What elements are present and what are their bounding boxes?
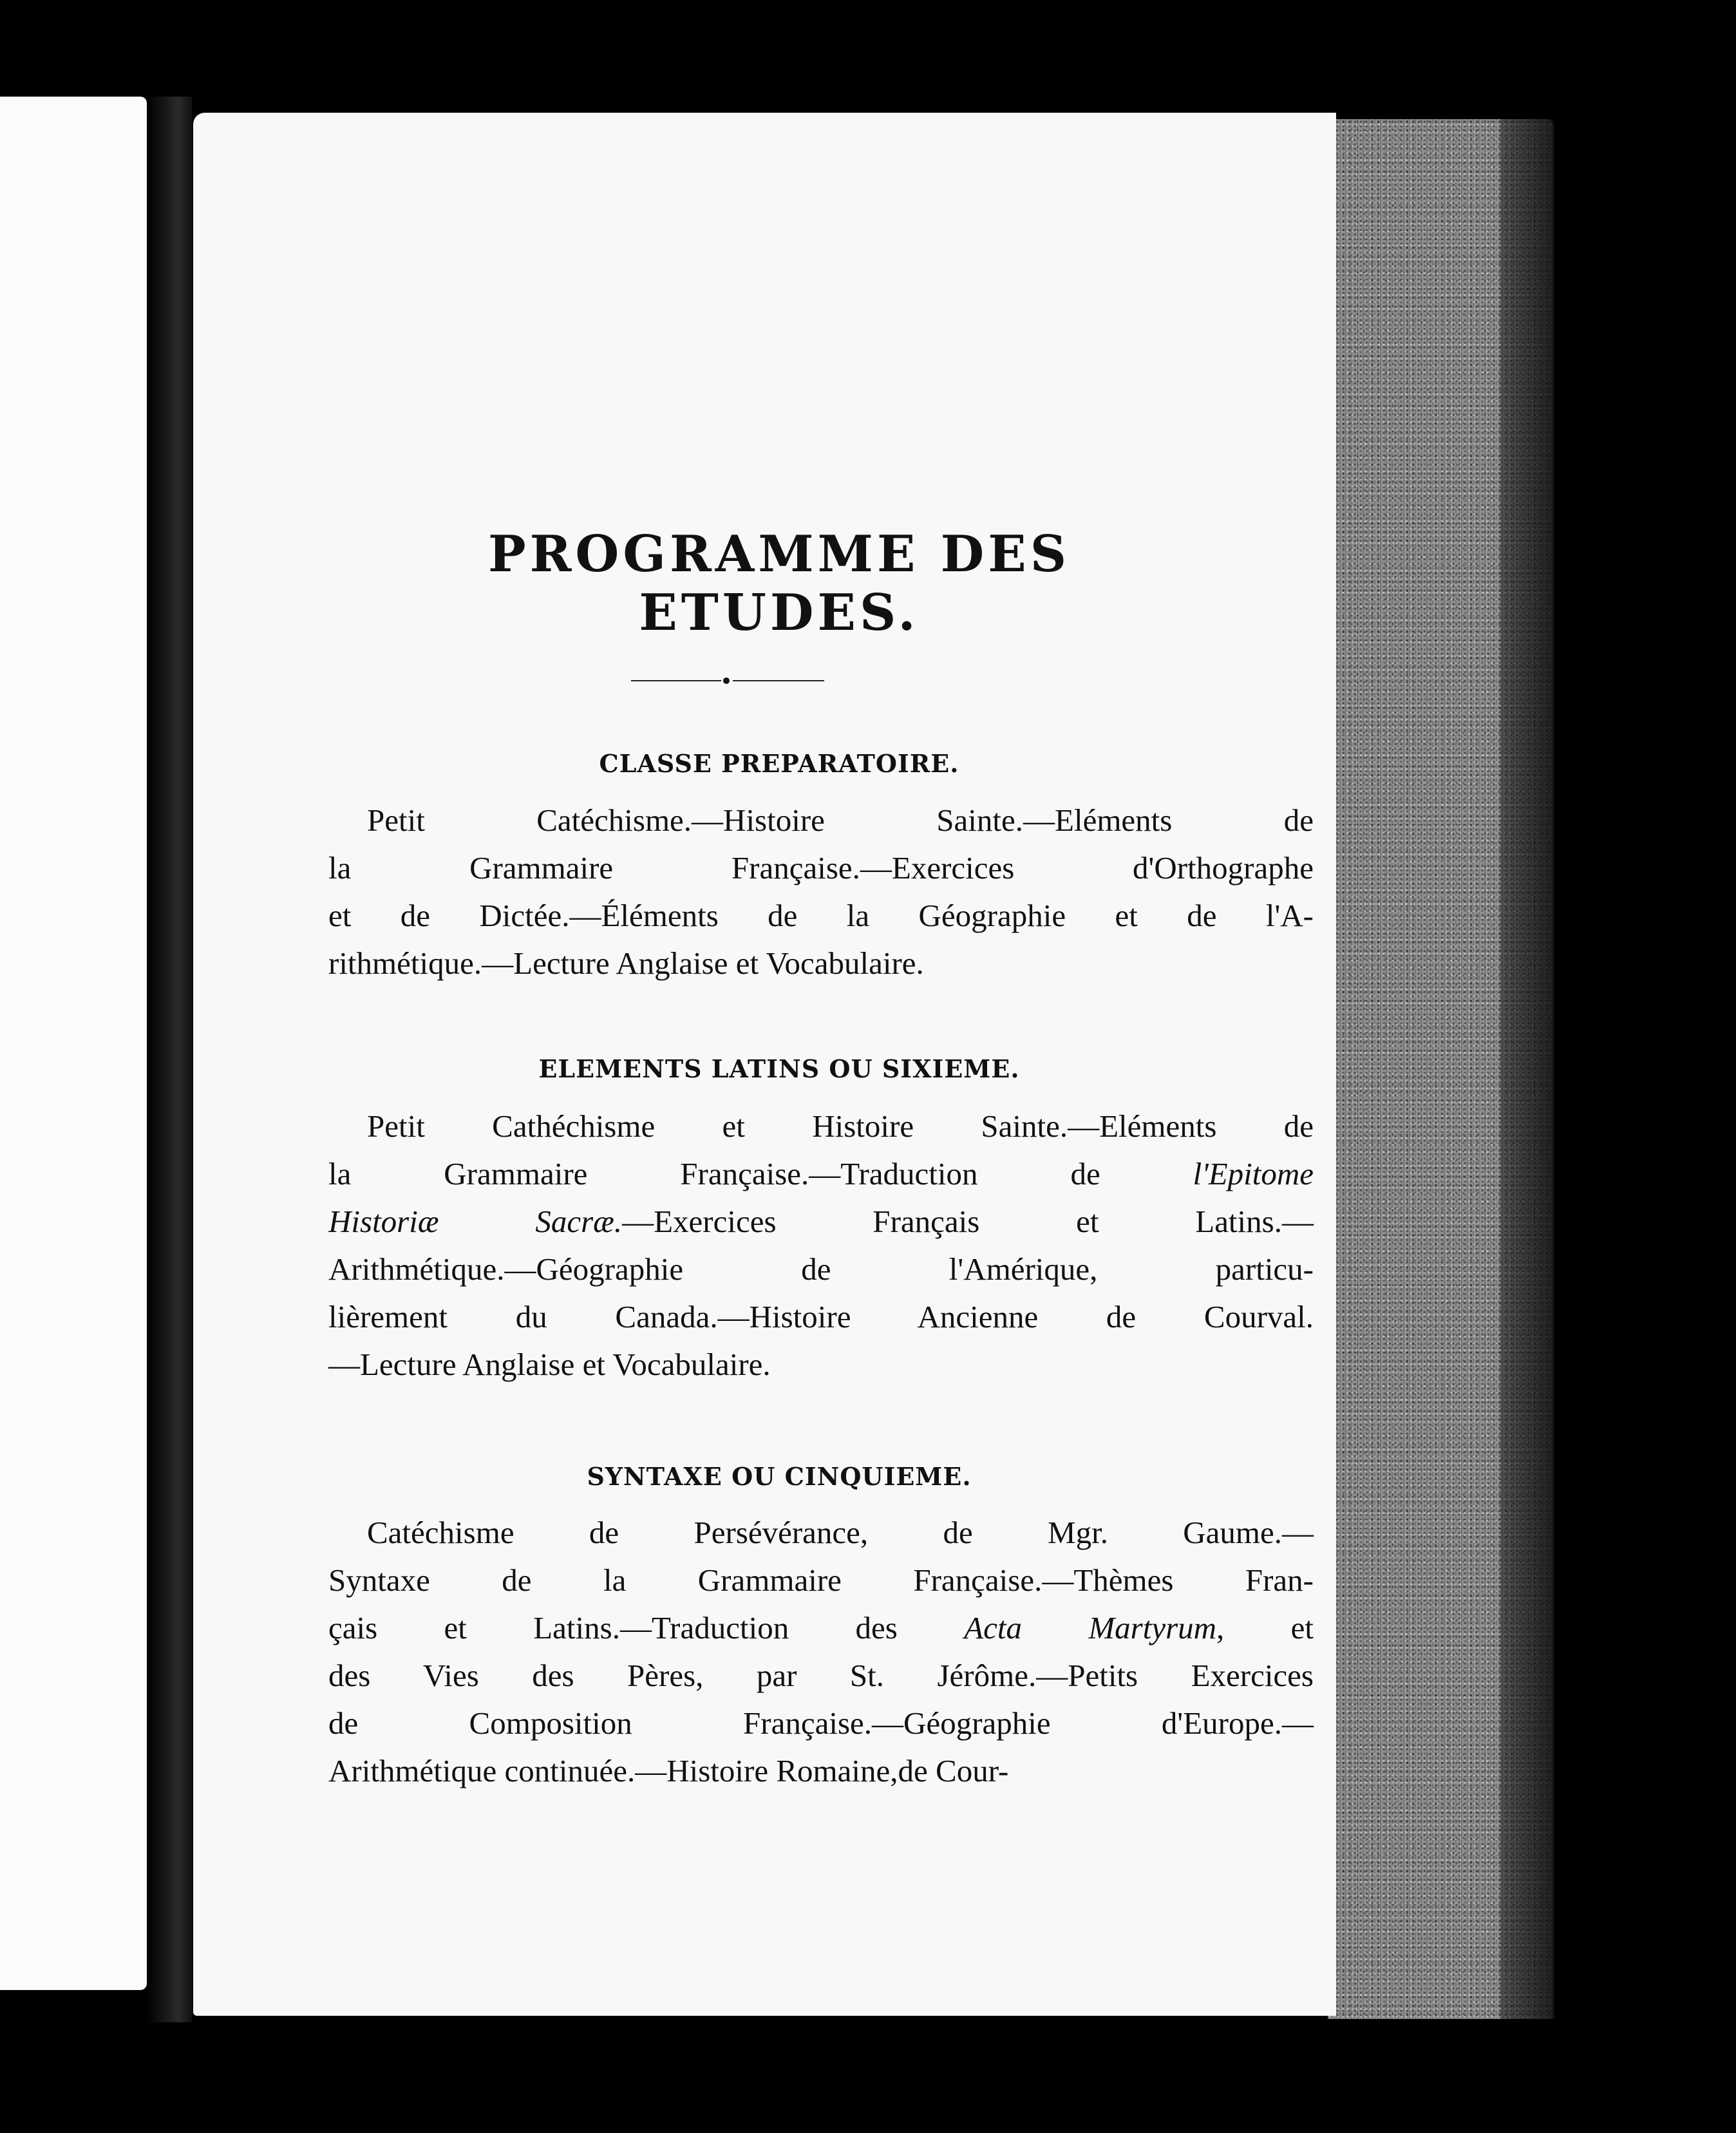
- text-line: [328, 1604, 1314, 1652]
- text-line: rithmétique.—Lecture Anglaise et Vocabulaire.: [328, 945, 924, 981]
- text-line: la Grammaire Française.—Exercices d'Orthographe: [328, 850, 1314, 886]
- page-block-shadow: [1500, 119, 1555, 2019]
- section-heading-elements-latins: ELEMENTS LATINS OU SIXIEME.: [538, 1054, 1020, 1083]
- page-content: [193, 113, 1336, 2016]
- text-line: —Lecture Anglaise et Vocabulaire.: [328, 1347, 771, 1382]
- text-line: lièrement du Canada.—Histoire Ancienne de Courval.: [328, 1299, 1314, 1334]
- section-body-elements-latins: [328, 1103, 1314, 1389]
- divider-line-right: [733, 680, 824, 681]
- section-body-syntaxe: [328, 1509, 1314, 1795]
- divider-dot: [723, 678, 730, 684]
- italic-title: Acta Martyrum: [964, 1610, 1217, 1645]
- text-line: Petit Catéchisme.—Histoire Sainte.—Eléments de: [367, 802, 1314, 838]
- text-run: , et: [1216, 1610, 1314, 1645]
- text-line: Arithmétique continuée.—Histoire Romaine,de Cour-: [328, 1753, 1009, 1788]
- italic-title: Historiæ Sacræ.: [328, 1204, 623, 1239]
- text-line: Arithmétique.—Géographie de l'Amérique, particu-: [328, 1251, 1314, 1287]
- section-heading-syntaxe: SYNTAXE OU CINQUIEME.: [587, 1462, 972, 1491]
- text-line: et de Dictée.—Éléments de la Géographie et de l'A-: [328, 898, 1314, 933]
- divider-line-left: [631, 680, 721, 681]
- ornamental-divider: [631, 674, 824, 687]
- text-line: Petit Cathéchisme et Histoire Sainte.—Eléments de: [367, 1108, 1314, 1144]
- text-run: çais et Latins.—Traduction des: [328, 1610, 965, 1645]
- section-heading-classe-preparatoire: CLASSE PREPARATOIRE.: [599, 749, 959, 778]
- section-body-classe-preparatoire: [328, 797, 1314, 987]
- text-run: la Grammaire Française.—Traduction de: [328, 1156, 1193, 1191]
- book-gutter: [147, 97, 192, 2022]
- text-line: [328, 1198, 1314, 1246]
- text-run: —Exercices Français et Latins.—: [622, 1204, 1314, 1239]
- text-line: de Composition Française.—Géographie d'Europe.—: [328, 1705, 1314, 1741]
- text-line: Catéchisme de Persévérance, de Mgr. Gaume.—: [367, 1515, 1314, 1550]
- text-line: [328, 1652, 1314, 1700]
- text-run: Jérôme.—Petits Exercices: [884, 1658, 1314, 1693]
- italic-title: l'Epitome: [1193, 1156, 1314, 1191]
- text-run: des Vies des Pères, par: [328, 1658, 850, 1693]
- text-line: Syntaxe de la Grammaire Française.—Thèmes Fran-: [328, 1562, 1314, 1598]
- page-title: PROGRAMME DES ETUDES.: [487, 525, 1071, 642]
- text-line: [328, 1150, 1314, 1198]
- handwritten-correction: St.: [849, 1658, 884, 1693]
- left-facing-page: [0, 97, 147, 1990]
